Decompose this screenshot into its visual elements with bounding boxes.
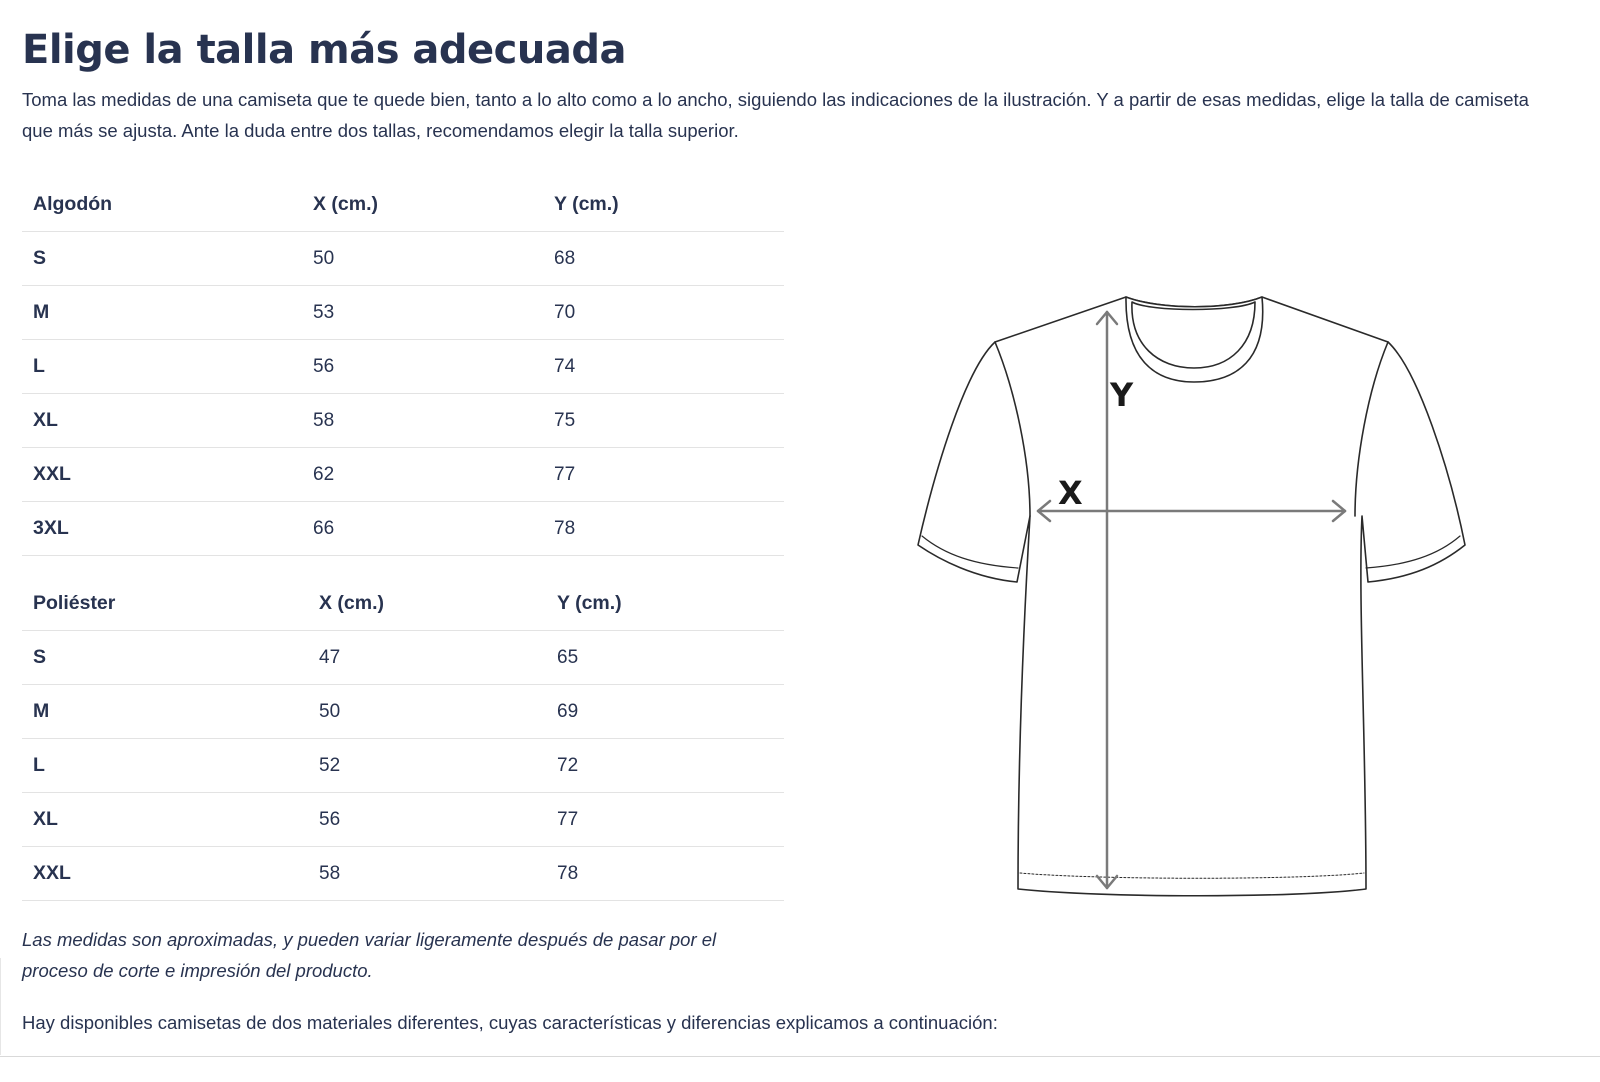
measurement-note: Las medidas son aproximadas, y pueden variar ligeramente después de pasar por el proceso de corte e impresión del producto. (22, 929, 717, 981)
section-divider (0, 1056, 1600, 1057)
intro-text: Toma las medidas de una camiseta que te quede bien, tanto a lo alto como a lo ancho, siguiendo las indicaciones de la ilustración. Y a partir de esas medidas, elige la talla de camiseta que más se ajusta. Ante la duda entre dos tallas, recomendamos elegir la talla superior. (22, 89, 1529, 141)
table-row (22, 286, 784, 340)
x-header: X (cm.) (302, 178, 543, 232)
size-cell: XXL (22, 448, 302, 502)
table-row (22, 232, 784, 286)
x-cell: 56 (302, 340, 543, 394)
tshirt-outline (918, 297, 1465, 896)
table-row (22, 502, 784, 556)
table-row (22, 340, 784, 394)
table-header-row (22, 577, 784, 631)
x-cell: 62 (302, 448, 543, 502)
y-label: Y (1110, 376, 1134, 414)
y-cell: 78 (546, 847, 784, 901)
table-row (22, 448, 784, 502)
tshirt-illustration (900, 280, 1480, 910)
y-cell: 78 (543, 502, 784, 556)
table-header-row (22, 178, 784, 232)
table-row (22, 739, 784, 793)
material-header: Poliéster (22, 577, 308, 631)
y-cell: 69 (546, 685, 784, 739)
size-cell: XXL (22, 847, 308, 901)
y-cell: 77 (546, 793, 784, 847)
cotton-size-table (22, 178, 784, 556)
size-cell: S (22, 631, 308, 685)
y-header: Y (cm.) (546, 577, 784, 631)
table-row (22, 631, 784, 685)
table-row (22, 793, 784, 847)
y-cell: 75 (543, 394, 784, 448)
x-cell: 50 (302, 232, 543, 286)
x-cell: 66 (302, 502, 543, 556)
page-title: Elige la talla más adecuada (22, 27, 626, 73)
material-header: Algodón (22, 178, 302, 232)
y-cell: 72 (546, 739, 784, 793)
y-cell: 70 (543, 286, 784, 340)
size-cell: 3XL (22, 502, 302, 556)
x-header: X (cm.) (308, 577, 546, 631)
table-row (22, 394, 784, 448)
y-header: Y (cm.) (543, 178, 784, 232)
content-left-border (0, 958, 1, 1055)
y-cell: 65 (546, 631, 784, 685)
y-cell: 68 (543, 232, 784, 286)
x-label: X (1058, 474, 1083, 512)
size-cell: XL (22, 394, 302, 448)
x-cell: 50 (308, 685, 546, 739)
x-cell: 47 (308, 631, 546, 685)
x-cell: 52 (308, 739, 546, 793)
y-cell: 74 (543, 340, 784, 394)
x-cell: 53 (302, 286, 543, 340)
size-cell: M (22, 286, 302, 340)
x-cell: 58 (308, 847, 546, 901)
table-row (22, 685, 784, 739)
size-cell: L (22, 739, 308, 793)
table-row (22, 847, 784, 901)
size-cell: M (22, 685, 308, 739)
x-cell: 58 (302, 394, 543, 448)
size-cell: L (22, 340, 302, 394)
size-cell: XL (22, 793, 308, 847)
materials-intro: Hay disponibles camisetas de dos materiales diferentes, cuyas características y diferencias explicamos a continuación: (22, 1012, 998, 1033)
y-cell: 77 (543, 448, 784, 502)
polyester-size-table (22, 577, 784, 901)
x-cell: 56 (308, 793, 546, 847)
size-cell: S (22, 232, 302, 286)
